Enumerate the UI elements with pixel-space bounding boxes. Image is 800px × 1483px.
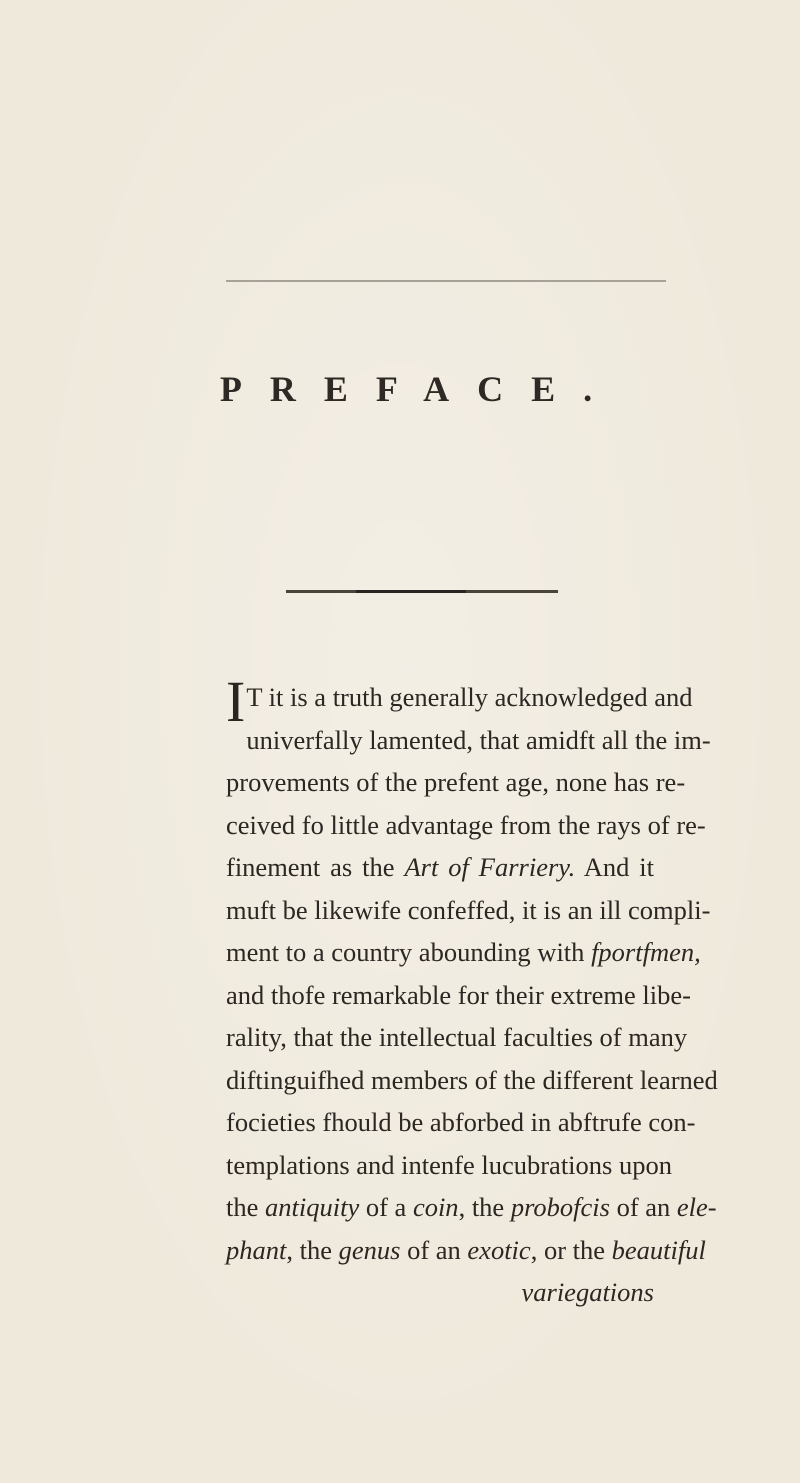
text-run: muft be likewife confeffed, it is an ill compli- xyxy=(226,894,711,925)
italic-run: probofcis xyxy=(510,1192,610,1222)
text-run: rality, that the intellectual faculties of many xyxy=(226,1022,688,1052)
text-run: , the xyxy=(458,1192,511,1222)
text-line xyxy=(226,974,691,1017)
italic-run: phant xyxy=(226,1234,287,1265)
text-run: and thofe remarkable for their extreme libe- xyxy=(226,979,691,1010)
italic-run: fportfmen, xyxy=(591,937,701,967)
text-line xyxy=(226,761,686,804)
italic-run: coin xyxy=(412,1192,459,1222)
text-run: T it is a truth generally acknowledged and xyxy=(246,682,693,712)
top-rule xyxy=(226,280,666,282)
text-run: of an xyxy=(400,1234,468,1265)
text-run: of a xyxy=(359,1192,413,1222)
text-line xyxy=(226,719,711,762)
text-run: templations and intenfe lucubrations upon xyxy=(226,1149,672,1180)
text-run: , the xyxy=(286,1234,339,1265)
italic-run: beautiful xyxy=(611,1234,706,1265)
text-run: the xyxy=(226,1192,265,1222)
text-run: , or the xyxy=(530,1234,612,1265)
text-run: diftinguifhed members of the different learned xyxy=(226,1064,718,1095)
italic-run: antiquity xyxy=(265,1192,360,1222)
preface-body xyxy=(226,669,718,1314)
text-line xyxy=(226,1059,718,1102)
text-run: of an xyxy=(609,1192,677,1222)
text-run: ment to a country abounding with xyxy=(226,937,592,967)
text-line xyxy=(226,1016,688,1059)
italic-run: variegations xyxy=(521,1277,654,1307)
text-run: provements of the prefent age, none has re- xyxy=(226,767,686,797)
text-line xyxy=(226,1101,696,1144)
italic-run: ele- xyxy=(676,1192,717,1222)
page-title: PREFACE. xyxy=(219,369,621,409)
text-line xyxy=(226,931,701,974)
drop-cap: I xyxy=(226,669,246,734)
text-line xyxy=(226,889,711,932)
text-run: focieties fhould be abforbed in abftrufe con- xyxy=(226,1107,696,1137)
text-line xyxy=(226,846,654,889)
ornamental-rule xyxy=(286,590,558,593)
italic-run: Art of Farriery. xyxy=(404,852,576,882)
text-line xyxy=(226,1186,717,1229)
text-line xyxy=(226,1144,672,1187)
text-line xyxy=(226,804,706,847)
text-run: And it xyxy=(575,852,655,882)
text-run: univerfally lamented, that amidft all the im- xyxy=(246,724,711,755)
text-run: finement as the xyxy=(226,852,405,882)
text-line xyxy=(226,1229,706,1272)
text-line xyxy=(226,669,693,734)
italic-run: genus xyxy=(338,1234,401,1265)
text-run: ceived fo little advantage from the rays of re- xyxy=(226,809,706,840)
italic-run: exotic xyxy=(467,1234,531,1265)
text-line xyxy=(226,1271,654,1314)
